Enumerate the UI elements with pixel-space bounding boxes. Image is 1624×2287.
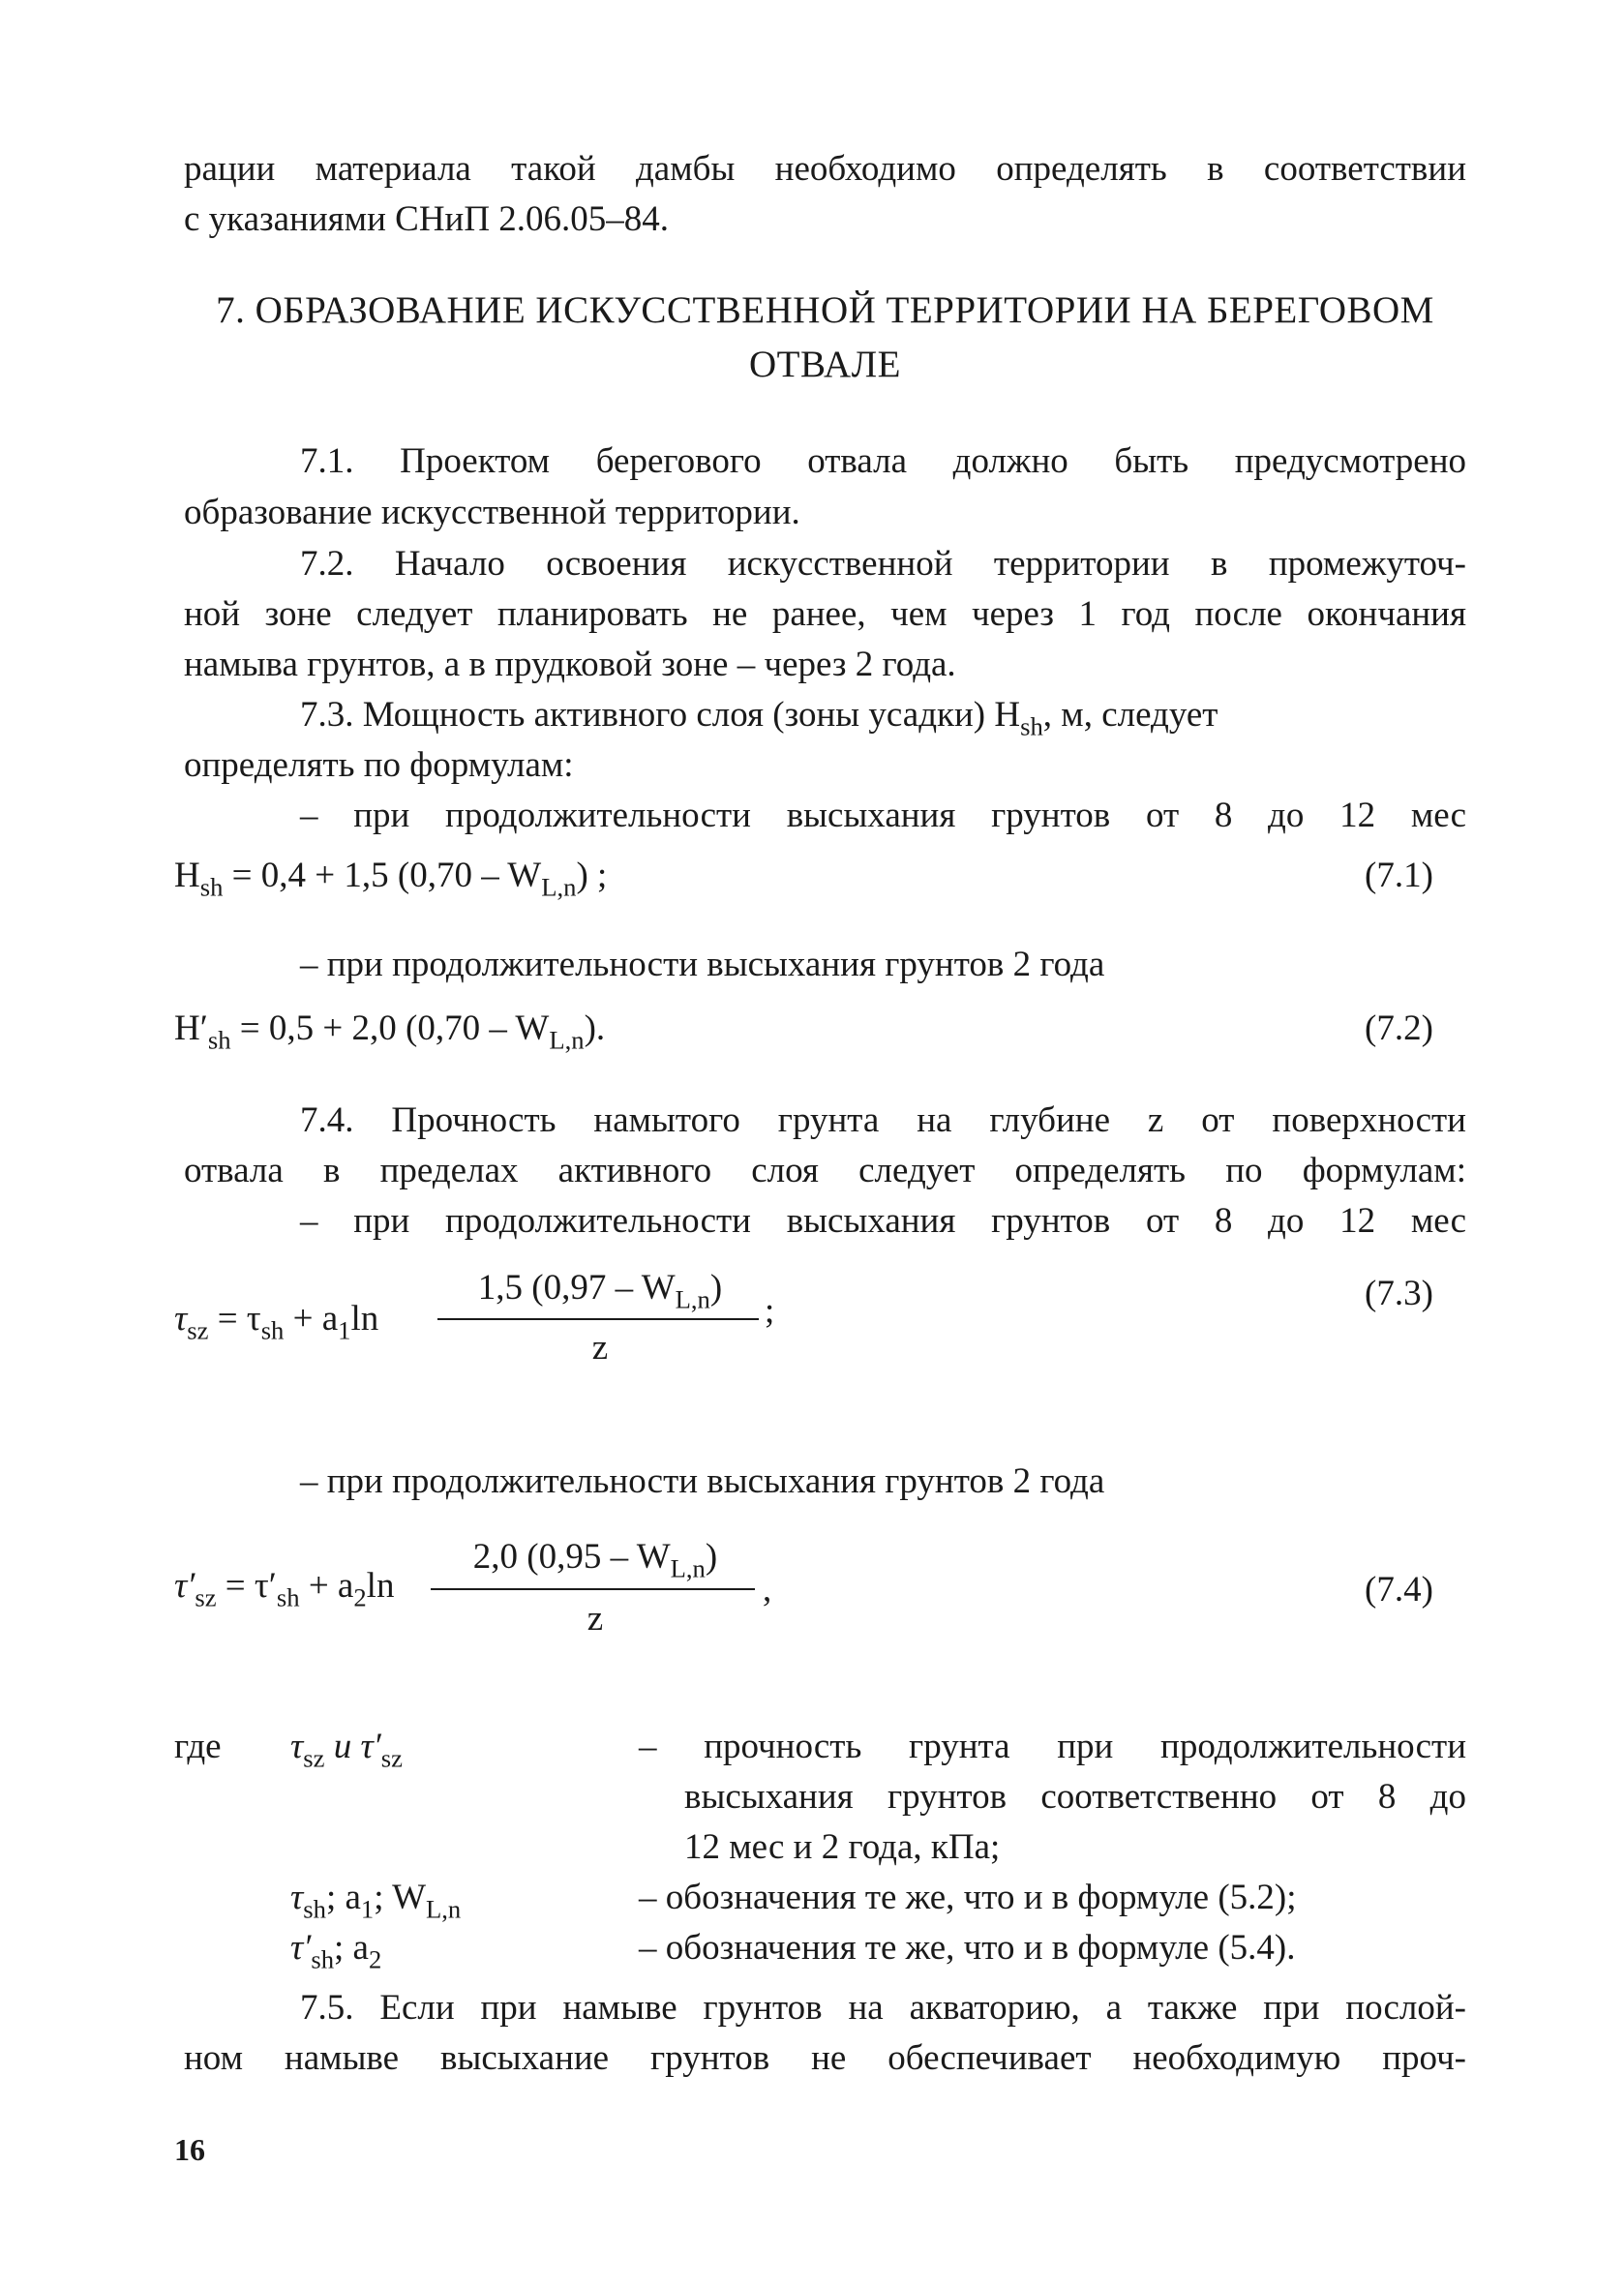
- paragraph-7-4-condition-1: – при продолжительности высыхания грунтов от 8 до 12 мес: [300, 1201, 1466, 1241]
- formula-7-4-tail: ,: [763, 1570, 772, 1610]
- formula-7-3-mid-a: = τ: [208, 1299, 261, 1339]
- formula-7-4-number: (7.4): [1365, 1570, 1433, 1610]
- where-row-1-desc-3: 12 мес и 2 года, кПа;: [684, 1827, 1001, 1867]
- formula-7-3-fraction-bar: [437, 1318, 759, 1320]
- paragraph-7-5-line-1: 7.5. Если при намыве грунтов на акваторию, а также при послой-: [300, 1988, 1466, 2028]
- formula-7-3-number: (7.3): [1365, 1274, 1433, 1313]
- formula-7-1-rhs-sub: L,n: [541, 872, 577, 902]
- paragraph-7-3-sub: sh: [1020, 711, 1043, 741]
- where-row-1-sym-sub2: sz: [380, 1743, 403, 1773]
- formula-7-1-lhs: H: [174, 856, 200, 895]
- where-row-3-sym-sub1: sh: [311, 1944, 335, 1974]
- formula-7-1: [174, 852, 607, 900]
- formula-7-3-tau: τ: [174, 1299, 188, 1339]
- formula-7-3-mid-b: + a: [284, 1299, 339, 1339]
- where-row-2-sym-sub3: L,n: [426, 1894, 462, 1924]
- intro-line-1: рации материала такой дамбы необходимо определять в соответствии: [184, 149, 1466, 189]
- paragraph-7-4-condition-2: – при продолжительности высыхания грунтов 2 года: [300, 1461, 1105, 1501]
- where-row-1-sym-sub1: sz: [303, 1743, 325, 1773]
- formula-7-2-number: (7.2): [1365, 1008, 1433, 1048]
- where-row-3-sym-a: τ′: [290, 1928, 312, 1968]
- formula-7-4-mid-a: = τ′: [216, 1566, 277, 1606]
- paragraph-7-3-text-b: , м, следует: [1042, 695, 1218, 735]
- where-row-2-sym-sub2: 1: [360, 1894, 375, 1924]
- formula-7-3-num-b: ): [709, 1268, 723, 1308]
- formula-7-3-num-a: 1,5 (0,97 – W: [477, 1268, 676, 1308]
- formula-7-4-num-a: 2,0 (0,95 – W: [472, 1537, 671, 1577]
- formula-7-3-tail: ;: [765, 1291, 775, 1331]
- where-row-2-desc: – обозначения те же, что и в формуле (5.2);: [639, 1878, 1297, 1917]
- formula-7-4-mid-sub1: sh: [276, 1582, 300, 1612]
- formula-7-2-rhs-sub: L,n: [549, 1025, 585, 1055]
- where-row-3-desc: – обозначения те же, что и в формуле (5.4).: [639, 1928, 1296, 1968]
- paragraph-7-3-condition-2: – при продолжительности высыхания грунтов 2 года: [300, 945, 1105, 984]
- paragraph-7-2-line-1: 7.2. Начало освоения искусственной территории в промежуточ-: [300, 544, 1466, 584]
- formula-7-4-lhs-sub: sz: [195, 1582, 217, 1612]
- page-number: 16: [174, 2132, 205, 2167]
- formula-7-2-rhs-b: ).: [584, 1008, 606, 1048]
- where-row-2-sym-a: τ: [290, 1878, 304, 1917]
- formula-7-3-denominator: z: [591, 1328, 609, 1368]
- paragraph-7-4-line-2: отвала в пределах активного слоя следует определять по формулам:: [184, 1151, 1466, 1190]
- formula-7-2: [174, 1005, 605, 1053]
- where-row-3-sym-sub2: 2: [368, 1944, 382, 1974]
- paragraph-7-2-line-3: намыва грунтов, а в прудковой зоне – через 2 года.: [184, 645, 956, 684]
- paragraph-7-3-text-a: 7.3. Мощность активного слоя (зоны усадки) H: [300, 695, 1021, 735]
- paragraph-7-1-line-1: 7.1. Проектом берегового отвала должно быть предусмотрено: [300, 441, 1466, 481]
- formula-7-4-numerator: [426, 1533, 765, 1581]
- intro-line-2: с указаниями СНиП 2.06.05–84.: [184, 199, 670, 239]
- where-label: где: [174, 1727, 222, 1766]
- where-row-1-sym-a: τ: [290, 1727, 304, 1766]
- formula-7-3-mid-sub1: sh: [260, 1315, 285, 1345]
- formula-7-4-denominator: z: [586, 1599, 604, 1639]
- paragraph-7-2-line-2: ной зоне следует планировать не ранее, чем через 1 год после окончания: [184, 594, 1466, 634]
- where-row-2-sym-b: ; a: [325, 1878, 361, 1917]
- where-row-2-symbol: [290, 1874, 461, 1922]
- where-row-1-desc-1: – прочность грунта при продолжительности: [639, 1727, 1466, 1766]
- where-row-1-sym-b: и τ′: [324, 1727, 381, 1766]
- where-row-1-desc-2: высыхания грунтов соответственно от 8 до: [684, 1777, 1466, 1817]
- formula-7-1-number: (7.1): [1365, 856, 1433, 895]
- where-row-3-symbol: [290, 1924, 381, 1972]
- formula-7-1-rhs-a: = 0,4 + 1,5 (0,70 – W: [223, 856, 542, 895]
- where-row-2-sym-c: ; W: [374, 1878, 426, 1917]
- section-title-line-2: ОТВАЛЕ: [749, 344, 901, 385]
- formula-7-4-num-b: ): [705, 1537, 718, 1577]
- formula-7-3-lhs: [174, 1295, 378, 1343]
- formula-7-3-mid-sub2: 1: [338, 1315, 351, 1345]
- formula-7-4-mid-b: + a: [299, 1566, 354, 1606]
- formula-7-4-lhs: [174, 1562, 394, 1610]
- where-row-1-symbol: [290, 1723, 403, 1771]
- formula-7-3-mid-c: ln: [350, 1299, 379, 1339]
- formula-7-2-lhs-sub: sh: [207, 1025, 231, 1055]
- paragraph-7-3-line-1: [300, 691, 1466, 739]
- formula-7-4-fraction-bar: [431, 1588, 755, 1590]
- paragraph-7-1-line-2: образование искусственной территории.: [184, 493, 800, 532]
- section-title-line-1: 7. ОБРАЗОВАНИЕ ИСКУССТВЕННОЙ ТЕРРИТОРИИ НА БЕРЕГОВОМ: [216, 289, 1434, 331]
- formula-7-4-num-sub: L,n: [670, 1553, 706, 1583]
- formula-7-1-lhs-sub: sh: [199, 872, 224, 902]
- formula-7-4-tau: τ′: [174, 1566, 195, 1606]
- formula-7-3-lhs-sub: sz: [187, 1315, 209, 1345]
- formula-7-4-mid-c: ln: [366, 1566, 395, 1606]
- paragraph-7-3-line-2: определять по формулам:: [184, 745, 574, 785]
- formula-7-4-mid-sub2: 2: [353, 1582, 367, 1612]
- formula-7-3-numerator: [436, 1264, 765, 1312]
- paragraph-7-3-condition-1: – при продолжительности высыхания грунтов от 8 до 12 мес: [300, 796, 1466, 835]
- paragraph-7-4-line-1: 7.4. Прочность намытого грунта на глубине z от поверхности: [300, 1100, 1466, 1140]
- where-row-2-sym-sub1: sh: [303, 1894, 326, 1924]
- formula-7-2-rhs-a: = 0,5 + 2,0 (0,70 – W: [230, 1008, 550, 1048]
- where-row-3-sym-b: ; a: [334, 1928, 369, 1968]
- formula-7-3-num-sub: L,n: [675, 1284, 710, 1314]
- paragraph-7-5-line-2: ном намыве высыхание грунтов не обеспечивает необходимую проч-: [184, 2038, 1466, 2078]
- formula-7-2-lhs: H′: [174, 1008, 208, 1048]
- formula-7-1-rhs-b: ) ;: [576, 856, 608, 895]
